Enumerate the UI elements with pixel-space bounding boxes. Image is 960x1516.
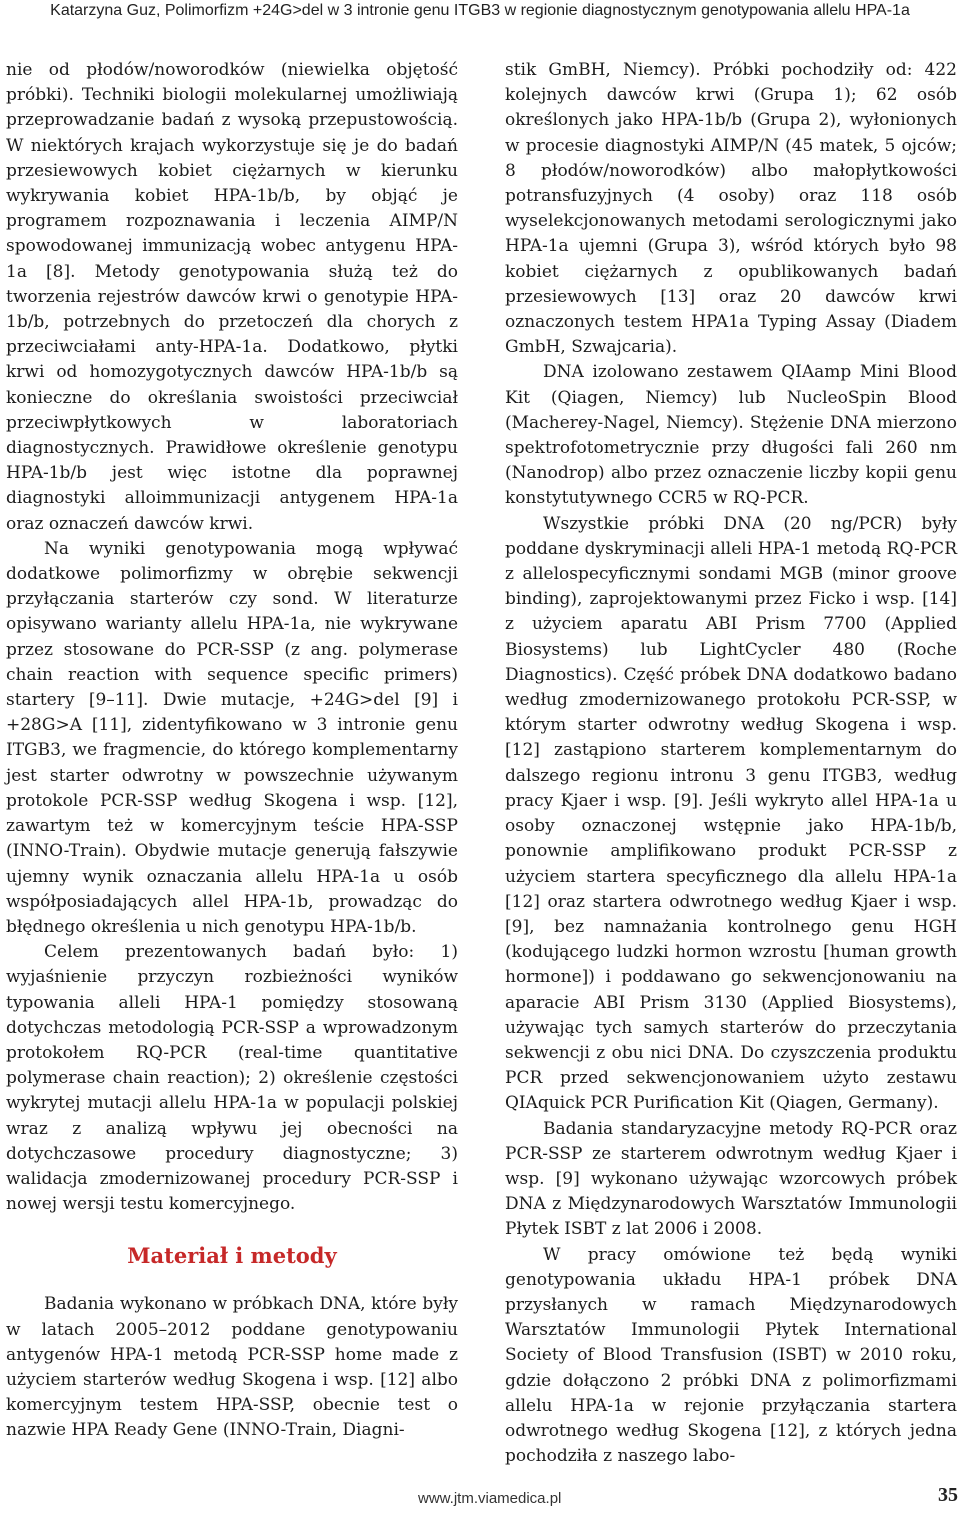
paragraph: stik GmBH, Niemcy). Próbki pochodziły od: 422 kolejnych dawców krwi (Grupa 1); 62 osób określonych jako HPA-1b/b (Grupa 2), wyłonionych w procesie diagnostyki AIMP/N (45 matek, 5 ojców; 8 płodów/noworodków) albo małopłytkowości potransfuzyjnych (4 osoby) oraz 118 osób wyselekcjonowanych metodami serologicznymi jako HPA-1a ujemni (Grupa 3), wśród których było 98 kobiet ciężarnych z opublikowanych badań przesiewowych [13] oraz 20 dawców krwi oznaczonych testem HPA1a Typing Assay (Diadem GmbH, Szwajcaria).: [505, 60, 957, 358]
paragraph: Celem prezentowanych badań było: 1) wyjaśnienie przyczyn rozbieżności wyników typowania alleli HPA-1 pomiędzy stosowaną dotychczas metodologią PCR-SSP a wprowadzonym protokołem RQ-PCR (real-time quantitative polymerase chain reaction); 2) określenie częstości wykrytej mutacji allelu HPA-1a w populacji polskiej wraz z analizą wpływu jej obecności na dotychczasowe procedury diagnostyczne; 3) walidacja zmodernizowanej procedury PCR-SSP i nowej wersji testu komercyjnego.: [6, 942, 458, 1215]
paragraph: W pracy omówione też będą wyniki genotypowania układu HPA-1 próbek DNA przysłanych w ramach Międzynarodowych Warsztatów Immunologii Płytek International Society of Blood Transfusion (ISBT) w 2010 roku, gdzie dołączono 2 próbki DNA z polimorfizmami allelu HPA-1a w rejonie przyłączania startera odwrotnego według Skogena [12], z których jedna pochodziła z naszego labo-: [505, 1244, 957, 1467]
left-column: [6, 58, 458, 1444]
running-header: Katarzyna Guz, Polimorfizm +24G>del w 3 intronie genu ITGB3 w regionie diagnostycznym genotypowania allelu HPA-1a: [50, 2, 910, 19]
section-heading: Materiał i metody: [127, 1243, 337, 1269]
paragraph: Wszystkie próbki DNA (20 ng/PCR) były poddane dyskryminacji alleli HPA-1 metodą RQ-PCR z allelospecyficznymi sondami MGB (minor groove binding), zaprojektowanymi przez Ficko i wsp. [14] z użyciem aparatu ABI Prism 7700 (Applied Biosystems) lub LightCycler 480 (Roche Diagnostics). Część próbek DNA dodatkowo badano według zmodernizowanego protokołu PCR-SSP, w którym starter odwrotny według Skogena i wsp. [12] zastąpiono starterem komplementarnym do dalszego regionu intronu 3 genu ITGB3, według pracy Kjaer i wsp. [9]. Jeśli wykryto allel HPA-1a u osoby oznaczonej wstępnie jako HPA-1b/b, ponownie amplifikowano produkt PCR-SSP z użyciem startera specyficznego dla allelu HPA-1a [12] oraz startera odwrotnego według Kjaer i wsp. [9], bez namnażania kontrolnego genu HGH (kodującego ludzki hormon wzrostu [human growth hormone]) i poddawano go sekwencjonowaniu na aparacie ABI Prism 3130 (Applied Biosystems), używając tych samych starterów do przeczytania sekwencji z obu nici DNA. Do czyszczenia produktu PCR przed sekwencjonowaniem użyto zestawu QIAquick PCR Purification Kit (Qiagen, Germany).: [505, 513, 957, 1114]
paragraph: nie od płodów/noworodków (niewielka objętość próbki). Techniki biologii molekularnej umożliwiają przeprowadzanie badań z wysoką przepustowością. W niektórych krajach wykorzystuje się je do badań przesiewowych kobiet ciężarnych w kierunku wykrywania kobiet HPA-1b/b, by objąć je programem rozpoznawania i leczenia AIMP/N spowodowanej immunizacją wobec antygenu HPA-1a [8]. Metody genotypowania służą też do tworzenia rejestrów dawców krwi o genotypie HPA-1b/b, potrzebnych do przetoczeń dla chorych z przeciwciałami anty-HPA-1a. Dodatkowo, płytki krwi od homozygotycznych dawców HPA-1b/b są konieczne do określania swoistości przeciwciał przeciwpłytkowych w laboratoriach diagnostycznych. Prawidłowe określenie genotypu HPA-1b/b jest więc istotne dla poprawnej diagnostyki alloimmunizacji antygenem HPA-1a oraz oznaczeń dawców krwi.: [6, 60, 458, 534]
paragraph: Badania standaryzacyjne metody RQ-PCR oraz PCR-SSP ze starterem odwrotnym według Kjaer i wsp. [9] wykonano używając wzorcowych próbek DNA z Międzynarodowych Warsztatów Immunologii Płytek ISBT z lat 2006 i 2008.: [505, 1118, 957, 1240]
right-column: [505, 58, 957, 1469]
page-number: 35: [938, 1484, 958, 1506]
paragraph: Badania wykonano w próbkach DNA, które były w latach 2005–2012 poddane genotypowaniu antygenów HPA-1 metodą PCR-SSP home made z użyciem starterów według Skogena i wsp. [12] albo komercyjnym testem HPA-SSP, obecnie test o nazwie HPA Ready Gene (INNO-Train, Diagni-: [6, 1294, 458, 1441]
journal-url: www.jtm.viamedica.pl: [418, 1490, 562, 1507]
paragraph: DNA izolowano zestawem QIAamp Mini Blood Kit (Qiagen, Niemcy) lub NucleoSpin Blood (Macherey-Nagel, Niemcy). Stężenie DNA mierzono spektrofotometrycznie przy długości fali 260 nm (Nanodrop) albo przez oznaczenie liczby kopii genu konstytutywnego CCR5 w RQ-PCR.: [505, 362, 957, 509]
paragraph: Na wyniki genotypowania mogą wpływać dodatkowe polimorfizmy w obrębie sekwencji przyłączania starterów czy sond. W literaturze opisywano warianty allelu HPA-1a, nie wykrywane przez stosowane do PCR-SSP (z ang. polymerase chain reaction with sequence specific primers) startery [9–11]. Dwie mutacje, +24G>del [9] i +28G>A [11], zidentyfikowano w 3 intronie genu ITGB3, we fragmencie, do którego komplementarny jest starter odwrotny w powszechnie używanym protokole PCR-SSP według Skogena i wsp. [12], zawartym też w komercyjnym teście HPA-SSP (INNO-Train). Obydwie mutacje generują fałszywie ujemny wynik oznaczania allelu HPA-1a u osób współposiadających allel HPA-1b, prowadząc do błędnego określenia u nich genotypu HPA-1b/b.: [6, 538, 458, 937]
